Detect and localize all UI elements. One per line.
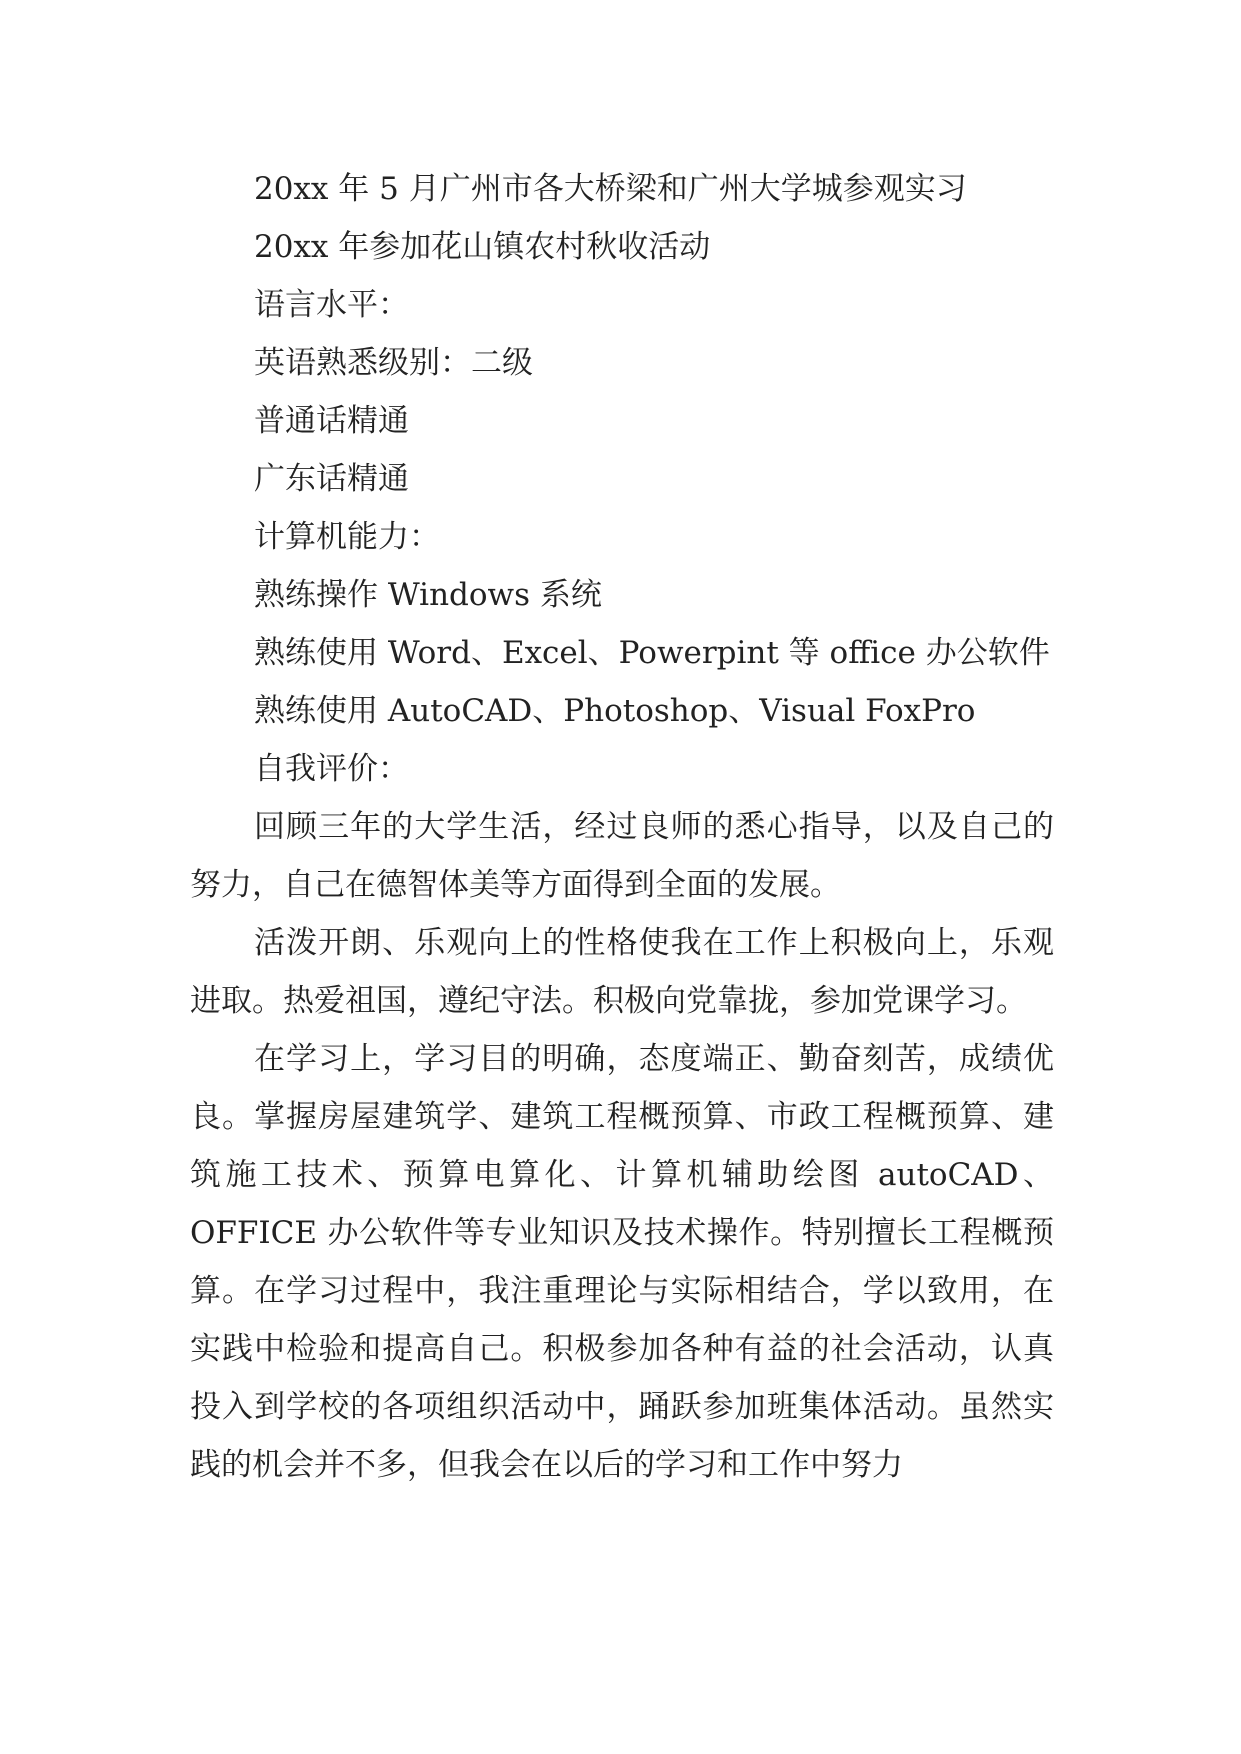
language-mandarin: 普通话精通 bbox=[254, 403, 409, 439]
language-english: 英语熟悉级别：二级 bbox=[254, 345, 533, 381]
activity-line-bridges: 20xx 年 5 月广州市各大桥梁和广州大学城参观实习 bbox=[254, 171, 967, 207]
self-evaluation-paragraph-3: 在学习上，学习目的明确，态度端正、勤奋刻苦，成绩优良。掌握房屋建筑学、建筑工程概预算、市政工程概预算、建筑施工技术、预算电算化、计算机辅助绘图 autoCAD、OFFICE 办公软件等专业知识及技术操作。特别擅长工程概预算。在学习过程中，我注重理论与实际相结合，学以致用，在实践中检验和提高自己。积极参加各种有益的社会活动，认真投入到学校的各项组织活动中，踊跃参加班集体活动。虽然实践的机会并不多，但我会在以后的学习和工作中努力 bbox=[190, 1041, 1054, 1483]
section-heading-language: 语言水平： bbox=[254, 287, 409, 323]
section-heading-computer: 计算机能力： bbox=[254, 519, 440, 555]
language-cantonese: 广东话精通 bbox=[254, 461, 409, 497]
computer-skill-windows: 熟练操作 Windows 系统 bbox=[254, 577, 602, 613]
activity-line-harvest: 20xx 年参加花山镇农村秋收活动 bbox=[254, 229, 711, 265]
computer-skill-cad: 熟练使用 AutoCAD、Photoshop、Visual FoxPro bbox=[254, 693, 976, 729]
self-evaluation-paragraph-1: 回顾三年的大学生活，经过良师的悉心指导，以及自己的努力，自己在德智体美等方面得到全面的发展。 bbox=[190, 809, 1054, 903]
document-body bbox=[190, 160, 1054, 1494]
computer-skill-office: 熟练使用 Word、Excel、Powerpint 等 office 办公软件 bbox=[254, 635, 1050, 671]
self-evaluation-paragraph-2: 活泼开朗、乐观向上的性格使我在工作上积极向上，乐观进取。热爱祖国，遵纪守法。积极向党靠拢，参加党课学习。 bbox=[190, 925, 1054, 1019]
section-heading-self-evaluation: 自我评价： bbox=[254, 751, 409, 787]
